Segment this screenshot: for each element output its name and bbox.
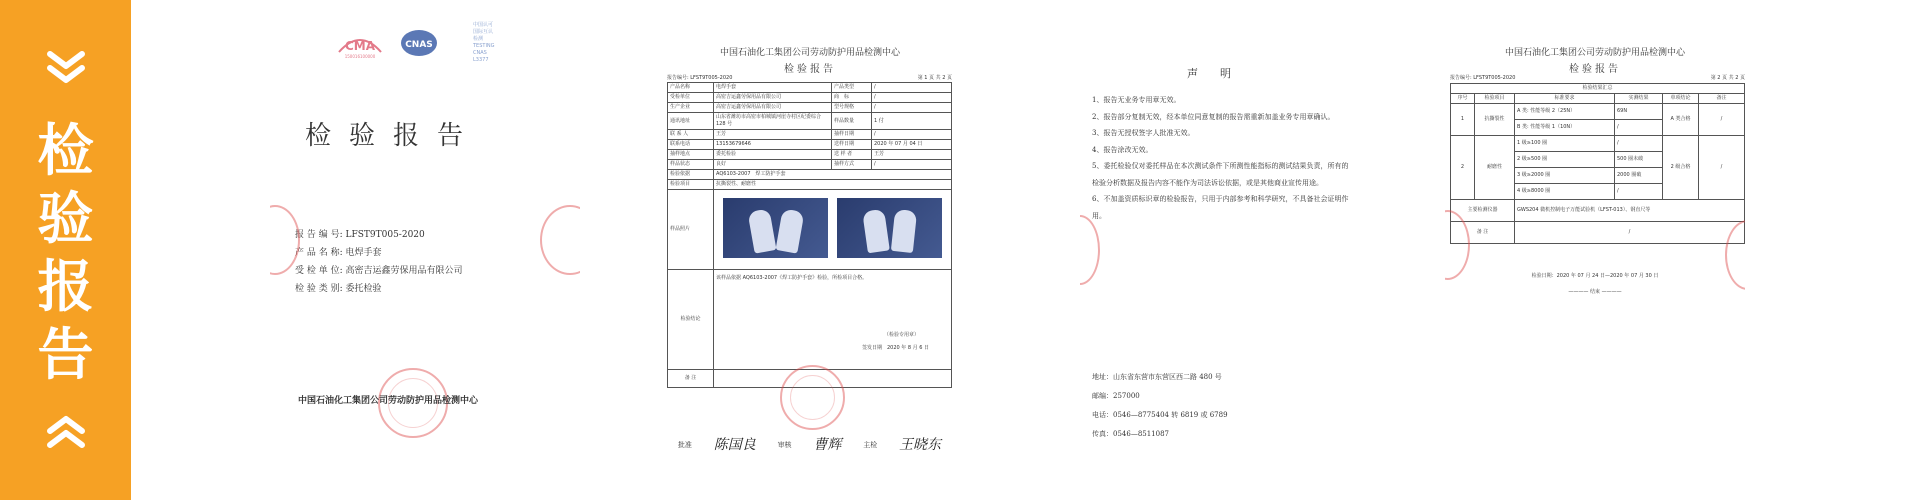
column-header: 序号 [1451,94,1475,104]
table-cell: A 类: 性能等级 2（25N） [1515,104,1615,120]
postcode-line: 邮编：257000 [1092,392,1140,400]
table-cell: 良好 [714,160,832,170]
table-cell: 69N [1615,104,1663,120]
report-title: 检验报告 [784,64,836,75]
table-cell: 王芳 [714,130,832,140]
cover-field [295,226,463,244]
table-cell: 联系电话 [668,140,714,150]
table-cell: 备 注 [1451,222,1515,244]
column-header: 检验项目 [1475,94,1515,104]
field-value: 电焊手套 [345,248,382,258]
page-number: 第 2 页 共 2 页 [1710,75,1745,81]
fax-line: 传真：0546—8511087 [1092,430,1169,438]
declaration-item: 1、报告无业务专用章无效。 [1092,96,1181,104]
tester-signature: 王晓东 [899,437,942,453]
table-cell: 王芳 [872,150,952,160]
report-page-2 [1445,0,1745,500]
table-cell: 高密吉运鑫劳保用品有限公司 [714,103,832,113]
declaration-item: 6、不加盖资质标识章的检验报告，只用于内部参考和科学研究，不具备社会证明作用。 [1092,195,1349,220]
conclusion-cell [714,270,952,370]
table-cell: / [872,93,952,103]
table-cell: 高密吉运鑫劳保用品有限公司 [714,93,832,103]
column-header: 实测结果 [1615,94,1663,104]
cnas-subtext [473,22,503,64]
issue-date: 签发日期 2020 年 8 月 6 日 [861,345,929,351]
table-row [668,190,952,270]
cnas-subtext-line: CNAS L3377 [473,50,489,63]
table-cell: / [872,83,952,93]
cma-logo [335,26,385,60]
table-cell: / [872,160,952,170]
page-number: 第 1 页 共 2 页 [917,75,952,81]
table-header-row [1451,94,1745,104]
table-cell: 1 [1451,104,1475,136]
table-cell: B 类: 性能等级 1（10N） [1515,120,1615,136]
red-stamp-icon [540,205,580,275]
table-cell: 委托检验 [714,150,832,160]
table-cell: / [1615,120,1663,136]
report-org: 中国石油化工集团公司劳动防护用品检测中心 [719,48,900,58]
table-caption: 检验结果汇总 [1451,84,1745,94]
table-cell: 耐磨性 [1475,136,1515,200]
table-cell: 1 付 [872,113,952,130]
glove-photo-image [837,198,942,258]
table-cell: 2000 圈破 [1615,168,1663,184]
field-value: 高密吉运鑫劳保用品有限公司 [345,266,463,276]
field-label: 报 告 编 号: [295,230,343,240]
approver-signature: 陈国良 [713,437,756,453]
table-cell: 生产企业 [668,103,714,113]
cnas-subtext-line: 国际互认 [473,29,494,35]
table-cell: 联 系 人 [668,130,714,140]
table-cell: 样品照片 [668,190,714,270]
report-meta [667,74,952,81]
sidebar-title [0,118,131,390]
column-header: 备注 [1699,94,1745,104]
table-cell: 样品状态 [668,160,714,170]
tester-label: 主检 [863,441,878,449]
chevron-double-down-icon[interactable] [0,50,131,84]
declaration-list [1092,92,1352,224]
table-cell: 抽样地点 [668,150,714,160]
table-cell: 抽样方式 [832,160,872,170]
report-cover-page [270,0,580,500]
report-info-table [667,82,952,388]
table-cell: 2 [1451,136,1475,200]
table-cell: 4 级≥8000 圈 [1515,184,1615,200]
svg-text:CMA: CMA [344,39,376,53]
cover-title: 检验报告 [305,121,482,151]
table-cell: 检验依据 [668,170,714,180]
table-row [668,93,952,103]
conclusion-text: 该样品依据 AQ6103-2007《焊工防护手套》检验，所检项目合格。 [716,275,868,281]
sidebar-title-char: 验 [37,187,94,252]
sidebar-title-char: 报 [37,255,94,320]
report-number: 报告编号: LFST9T005-2020 [1450,75,1516,81]
table-cell: 送 样 者 [832,150,872,160]
field-value: LFST9T005-2020 [345,230,425,240]
table-cell: 检验结论 [668,270,714,370]
sidebar-title-char: 检 [37,119,94,184]
column-header: 单项结论 [1663,94,1699,104]
certification-logos [335,22,503,64]
chevron-double-up-icon[interactable] [0,415,131,449]
table-cell: 2 级合格 [1663,136,1699,200]
table-row [1451,200,1745,222]
red-stamp-icon [780,365,845,430]
approver-label: 批准 [677,441,692,449]
declaration-item: 2、报告部分复制无效，经本单位同意复制的报告需重新加盖业务专用章确认。 [1092,112,1335,121]
report-org: 中国石油化工集团公司劳动防护用品检测中心 [1504,48,1685,58]
table-cell: 500 圈未破 [1615,152,1663,168]
table-cell: 2 级≥500 圈 [1515,152,1615,168]
cover-fields [295,226,463,298]
table-cell: 2020 年 07 月 04 日 [872,140,952,150]
phone-line: 电话：0546—8775404 转 6819 或 6789 [1092,411,1228,419]
table-cell: 产品类型 [832,83,872,93]
report-end: ———— 结束 ———— [1568,289,1622,295]
table-row [668,150,952,160]
report-number: 报告编号: LFST9T005-2020 [667,75,733,81]
cover-field [295,262,463,280]
declaration-title: 声明 [1187,67,1253,80]
table-row [668,180,952,190]
table-row [668,113,952,130]
table-cell: 商 标 [832,93,872,103]
table-row [1451,222,1745,244]
table-cell: 备 注 [668,370,714,388]
table-cell: 抗撕裂性、耐磨性 [714,180,952,190]
test-date: 检验日期：2020 年 07 月 24 日—2020 年 07 月 30 日 [1531,273,1659,279]
field-label: 产 品 名 称: [295,248,343,258]
table-cell: 主要检测仪器 [1451,200,1515,222]
sidebar-title-char: 告 [37,323,94,388]
report-page-1 [655,0,965,500]
cnas-subtext-line: 检测 [473,36,484,42]
table-cell: / [872,103,952,113]
field-label: 检 验 类 别: [295,284,343,294]
field-label: 受 检 单 位: [295,266,343,276]
table-cell: 型号规格 [832,103,872,113]
reviewer-signature: 曹辉 [813,437,842,453]
table-cell: 检验项目 [668,180,714,190]
table-row [668,140,952,150]
table-cell: A 类合格 [1663,104,1699,136]
table-cell: / [1615,136,1663,152]
declaration-item: 3、报告无授权签字人批准无效。 [1092,129,1195,137]
cnas-logo [399,26,459,60]
table-cell: GWS204 微机控制电子万能试验机（LFST-013）、钢直尺等 [1515,200,1745,222]
cover-field [295,280,463,298]
table-cell: 3 级≥2000 圈 [1515,168,1615,184]
table-cell: / [872,130,952,140]
table-cell: 1 级≥100 圈 [1515,136,1615,152]
cnas-subtext-line: TESTING [473,43,495,49]
svg-text:CNAS: CNAS [405,40,433,50]
table-cell: 抽样日期 [832,130,872,140]
cnas-subtext-line: 中国认可 [473,22,494,28]
table-cell: 送样日期 [832,140,872,150]
red-stamp-icon [1080,215,1100,285]
table-row [1451,84,1745,94]
report-meta [1450,74,1745,81]
table-cell: 抗撕裂性 [1475,104,1515,136]
table-cell: 山东省潍坊市高密市柏城镇河崖寺村区纪委综合 128 号 [714,113,832,130]
table-row [1451,104,1745,120]
table-cell: / [1699,136,1745,200]
sidebar-banner [0,0,131,500]
signature-row [667,437,952,453]
report-title: 检验报告 [1569,64,1621,75]
sample-photos [714,190,952,270]
table-cell: / [1699,104,1745,136]
declaration-item: 4、报告涂改无效。 [1092,145,1153,154]
table-row [1451,136,1745,152]
glove-photo-image [723,198,828,258]
address-line: 地址：山东省东营市东营区西二路 480 号 [1092,373,1222,381]
table-row [668,130,952,140]
table-row [668,83,952,93]
svg-text:150016100000: 150016100000 [344,54,376,59]
table-cell: 13153679646 [714,140,832,150]
table-cell: / [1515,222,1745,244]
table-cell: 电焊手套 [714,83,832,93]
table-cell: / [1615,184,1663,200]
table-row [668,103,952,113]
cover-footer-org: 中国石油化工集团公司劳动防护用品检测中心 [298,396,479,406]
table-cell: 受检单位 [668,93,714,103]
field-value: 委托检验 [345,284,382,294]
table-cell: AQ6103-2007 焊工防护手套 [714,170,952,180]
declaration-item: 5、委托检验仅对委托样品在本次测试条件下所测性能指标的测试结果负责，所有的检验分析数据及报告内容不能作为司法诉讼依据，或是其他商业宣传用途。 [1092,162,1349,187]
table-row [668,160,952,170]
table-cell: 样品数量 [832,113,872,130]
column-header: 标准要求 [1515,94,1615,104]
table-row [668,170,952,180]
cover-field [295,244,463,262]
declaration-page [1080,0,1360,500]
table-row [668,270,952,370]
table-cell: 产品名称 [668,83,714,93]
results-table [1450,83,1745,244]
stamp-label: （检验专用章） [883,332,919,338]
contact-info [1092,368,1228,444]
table-cell: 通讯地址 [668,113,714,130]
reviewer-label: 审核 [777,441,792,449]
